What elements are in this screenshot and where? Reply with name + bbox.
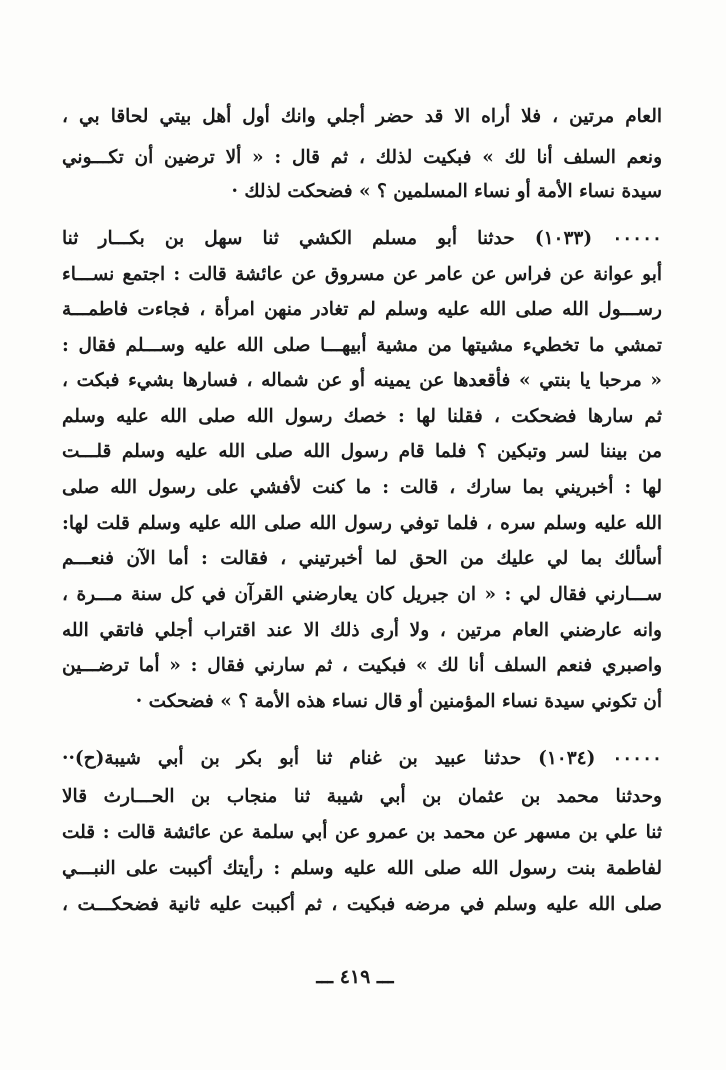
text-line: واصبري فنعم السلف أنا لك » فبكيت ، ثم سارني فقال : « أما ترضـــين: [62, 655, 662, 676]
text-line: لفاطمة بنت رسول الله صلى الله عليه وسلم : رأيتك أكببت على النبـــي: [62, 858, 662, 879]
hadith-1034-start: ٠٠٠٠٠ (١٠٣٤) حدثنا عبيد بن غنام ثنا أبو بكر بن أبي شيبة(ح)··: [62, 748, 662, 769]
text-line: أبو عوانة عن فراس عن عامر عن مسروق عن عائشة قالت : اجتمع نســـاء: [62, 264, 662, 285]
hadith-1033-start: ٠٠٠٠٠ (١٠٣٣) حدثنا أبو مسلم الكشي ثنا سهل بن بكـــار ثنا: [62, 228, 662, 249]
text-line: صلى الله عليه وسلم في مرضه فبكيت ، ثم أكببت عليه ثانية فضحكـــت ،: [62, 894, 662, 915]
text-line: لها : أخبريني بما سارك ، قالت : ما كنت لأفشي على رسول الله صلى: [62, 477, 662, 498]
text-line: ونعم السلف أنا لك » فبكيت لذلك ، ثم قال : « ألا ترضين أن تكـــوني: [62, 147, 662, 168]
text-line: أسألك بما لي عليك من الحق لما أخبرتيني ، فقالت : أما الآن فنعـــم: [62, 548, 662, 569]
text-line: ثنا علي بن مسهر عن محمد بن عمرو عن أبي سلمة عن عائشة قالت : قلت: [62, 822, 662, 843]
text-line: وحدثنا محمد بن عثمان بن أبي شيبة ثنا منجاب بن الحـــارث قالا: [62, 786, 662, 807]
text-line: تمشي ما تخطيء مشيتها من مشية أبيهـــا صلى الله عليه وســـلم فقال :: [62, 335, 662, 356]
text-line: « مرحبا يا بنتي » فأقعدها عن يمينه أو عن شماله ، فسارها بشيء فبكت ،: [62, 370, 662, 391]
text-line: العام مرتين ، فلا أراه الا قد حضر أجلي وانك أول أهل بيتي لحاقا بي ،: [62, 106, 662, 127]
text-line: رســـول الله صلى الله عليه وسلم لم تغادر منهن امرأة ، فجاءت فاطمـــة: [62, 299, 662, 320]
text-line: الله عليه وسلم سره ، فلما توفي رسول الله صلى الله عليه وسلم قلت لها:: [62, 513, 662, 534]
text-line: سيدة نساء الأمة أو نساء المسلمين ؟ » فضحكت لذلك ·: [231, 181, 662, 202]
page-number: ـــ ٤١٩ ـــ: [316, 966, 394, 988]
text-line: ســـارني فقال لي : « ان جبريل كان يعارضني القرآن في كل سنة مـــرة ،: [62, 584, 662, 605]
text-line: أن تكوني سيدة نساء المؤمنين أو قال نساء هذه الأمة ؟ » فضحكت ·: [135, 691, 662, 712]
text-line: من بيننا لسر وتبكين ؟ فلما قام رسول الله صلى الله عليه وسلم قلـــت: [62, 441, 662, 462]
text-line: وانه عارضني العام مرتين ، ولا أرى ذلك الا عند اقتراب أجلي فاتقي الله: [62, 620, 662, 641]
text-line: ثم سارها فضحكت ، فقلنا لها : خصك رسول الله صلى الله عليه وسلم: [62, 406, 662, 427]
